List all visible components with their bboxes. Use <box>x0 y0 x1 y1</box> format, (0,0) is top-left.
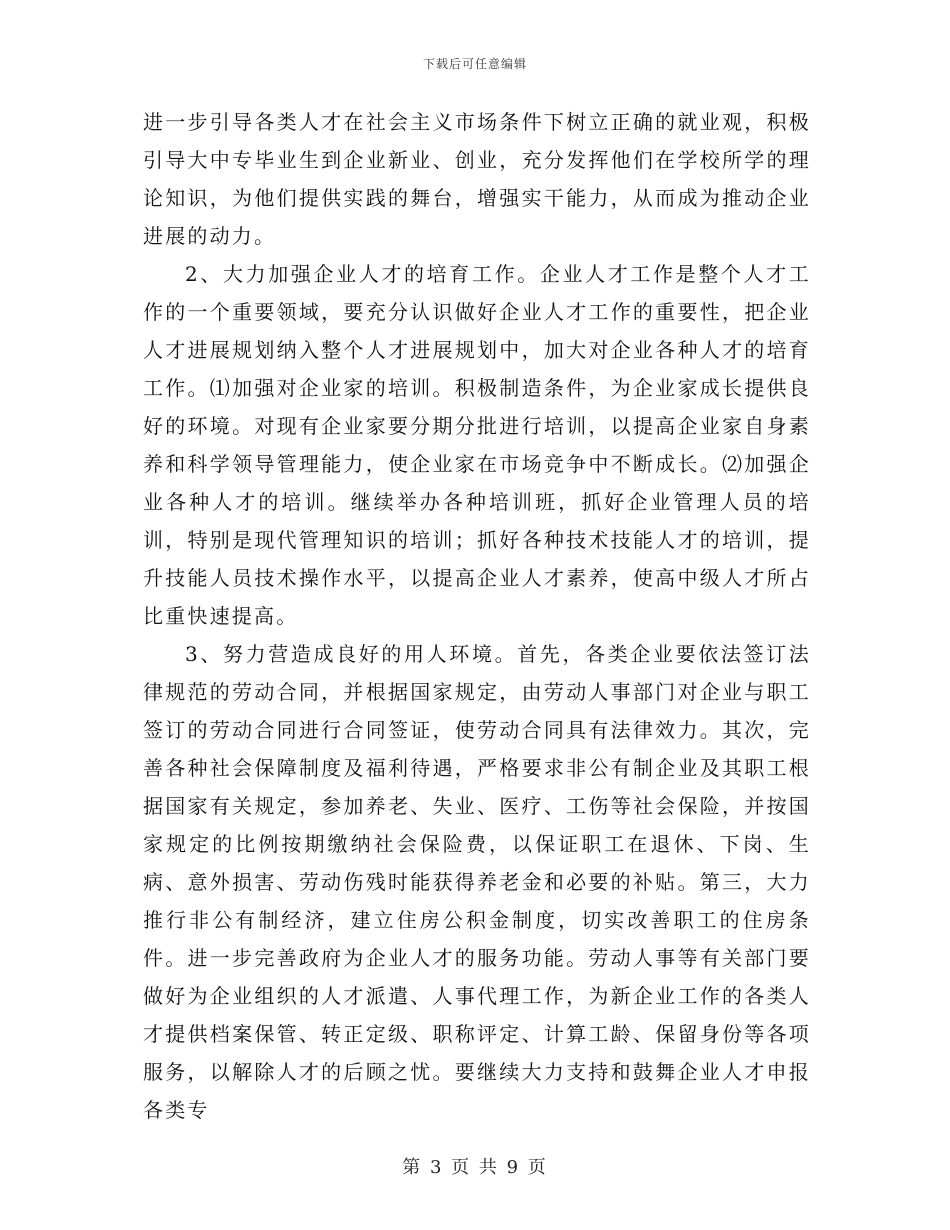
page-footer: 第 3 页 共 9 页 <box>402 1157 548 1178</box>
paragraph-3: 3、努力营造成良好的用人环境。首先，各类企业要依法签订法律规范的劳动合同，并根据国家规定，由劳动人事部门对企业与职工签订的劳动合同进行合同签证，使劳动合同具有法律效力。其次，完善各种社会保障制度及福利待遇，严格要求非公有制企业及其职工根据国家有关规定，参加养老、失业、医疗、工伤等社会保险，并按国家规定的比例按期缴纳社会保险费，以保证职工在退休、下岗、生病、意外损害、劳动伤残时能获得养老金和必要的补贴。第三，大力推行非公有制经济，建立住房公积金制度，切实改善职工的住房条件。进一步完善政府为企业人才的服务功能。劳动人事等有关部门要做好为企业组织的人才派遣、人事代理工作，为新企业工作的各类人才提供档案保管、转正定级、职称评定、计算工龄、保留身份等各项服务，以解除人才的后顾之忧。要继续大力支持和鼓舞企业人才申报各类专 <box>143 642 811 1122</box>
paragraph-1: 进一步引导各类人才在社会主义市场条件下树立正确的就业观，积极引导大中专毕业生到企业新业、创业，充分发挥他们在学校所学的理论知识，为他们提供实践的舞台，增强实干能力，从而成为推动企业进展的动力。 <box>143 110 811 248</box>
page-header: 下载后可任意编辑 <box>422 57 527 71</box>
paragraph-2: 2、大力加强企业人才的培育工作。企业人才工作是整个人才工作的一个重要领域，要充分认识做好企业人才工作的重要性，把企业人才进展规划纳入整个人才进展规划中，加大对企业各种人才的培育工作。⑴加强对企业家的培训。积极制造条件，为企业家成长提供良好的环境。对现有企业家要分期分批进行培训，以提高企业家自身素养和科学领导管理能力，使企业家在市场竞争中不断成长。⑵加强企业各种人才的培训。继续举办各种培训班，抓好企业管理人员的培训，特别是现代管理知识的培训；抓好各种技术技能人才的培训，提升技能人员技术操作水平，以提高企业人才素养，使高中级人才所占比重快速提高。 <box>143 262 811 628</box>
document-body <box>143 103 811 1129</box>
